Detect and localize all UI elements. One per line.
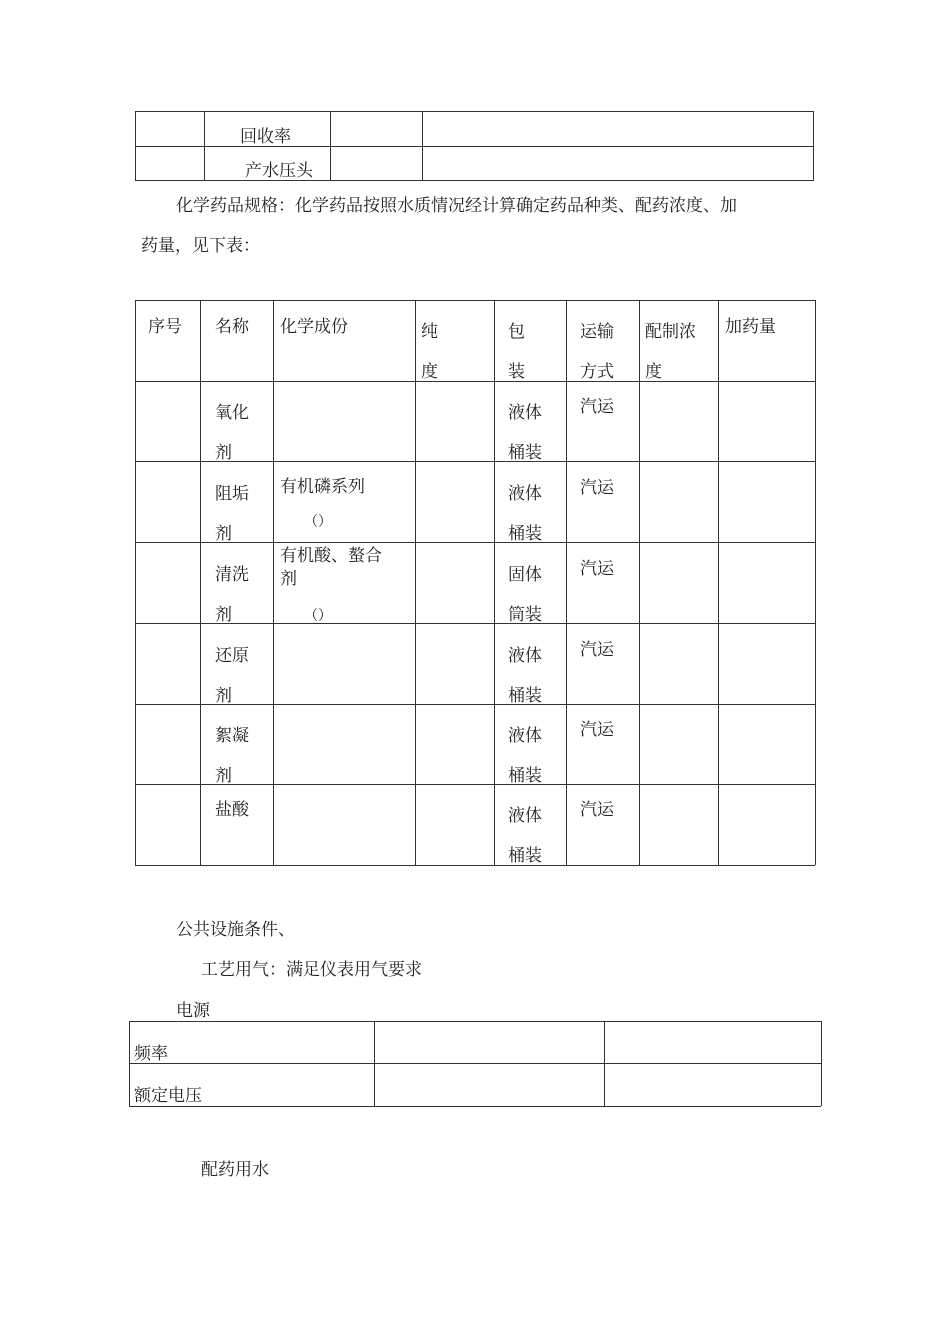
table-1-border-bottom (135, 180, 814, 181)
packaging: 液体 (508, 806, 542, 826)
transport: 汽运 (580, 800, 614, 820)
chemical-name: 剂 (215, 605, 232, 625)
power-table-row-label: 额定电压 (134, 1086, 202, 1106)
table-1-border-top (135, 111, 814, 112)
header-chem: 化学成份 (280, 317, 348, 337)
chemical-table-row-line (135, 865, 815, 866)
power-table-row-line (129, 1021, 821, 1022)
chemical-table-row-line (135, 300, 815, 301)
chemical-name: 剂 (215, 686, 232, 706)
chemical-name: 剂 (215, 766, 232, 786)
header-transport: 方式 (580, 362, 614, 382)
chemical-table-col-line (415, 300, 416, 865)
chemical-table-col-line (273, 300, 274, 865)
header-dose: 加药量 (725, 317, 776, 337)
chemical-table-col-line (718, 300, 719, 865)
chemical-name: 絮凝 (215, 726, 249, 746)
transport: 汽运 (580, 478, 614, 498)
table-1-border-mid (135, 146, 814, 147)
chemical-table-row-line (135, 784, 815, 785)
chemical-name: 盐酸 (215, 800, 249, 820)
chemical-table-col-line (566, 300, 567, 865)
table-1-col-line (422, 111, 423, 180)
chemical-name: 还原 (215, 646, 249, 666)
table-1-col-line (330, 111, 331, 180)
packaging: 液体 (508, 484, 542, 504)
header-concentration: 度 (645, 362, 662, 382)
power-table-col-line (129, 1021, 130, 1106)
header-pack: 包 (508, 322, 525, 342)
table-1-col-line (813, 111, 814, 180)
header-purity: 纯 (421, 322, 438, 342)
chemical-table-row-line (135, 381, 815, 382)
chemical-composition: 剂 (280, 569, 297, 589)
spec-paragraph-line-1: 化学药品规格：化学药品按照水质情况经计算确定药品种类、配药浓度、加 (176, 196, 737, 216)
power-table-row-line (129, 1063, 821, 1064)
table-1-col-line (204, 111, 205, 180)
packaging: 液体 (508, 646, 542, 666)
transport: 汽运 (580, 397, 614, 417)
chemical-name: 剂 (215, 443, 232, 463)
chemical-table-col-line (135, 300, 136, 865)
packaging: 桶装 (508, 766, 542, 786)
chemical-composition: 有机磷系列 (280, 477, 365, 497)
header-transport: 运输 (580, 322, 614, 342)
packaging: 桶装 (508, 443, 542, 463)
transport: 汽运 (580, 640, 614, 660)
chemical-table-row-line (135, 542, 815, 543)
power-table-col-line (604, 1021, 605, 1106)
packaging: 桶装 (508, 686, 542, 706)
transport: 汽运 (580, 720, 614, 740)
spec-paragraph-line-2: 药量，见下表： (141, 236, 260, 256)
chemical-composition: 有机酸、螯合 (280, 546, 382, 566)
packaging: 液体 (508, 403, 542, 423)
header-name: 名称 (215, 317, 249, 337)
header-pack: 装 (508, 362, 525, 382)
packaging: 筒装 (508, 605, 542, 625)
transport: 汽运 (580, 559, 614, 579)
table-1-row-label: 产水压头 (245, 161, 313, 181)
utilities-heading: 公共设施条件、 (176, 920, 295, 940)
packaging: 桶装 (508, 846, 542, 866)
chemical-table-row-line (135, 623, 815, 624)
chemical-table-col-line (815, 300, 816, 865)
dosing-water-heading: 配药用水 (201, 1160, 269, 1180)
chemical-table-col-line (639, 300, 640, 865)
header-seq: 序号 (148, 317, 182, 337)
header-concentration: 配制浓 (645, 322, 696, 342)
chemical-composition-note: （） (304, 514, 332, 530)
packaging: 固体 (508, 565, 542, 585)
chemical-name: 清洗 (215, 565, 249, 585)
packaging: 桶装 (508, 524, 542, 544)
power-table-row-label: 频率 (134, 1044, 168, 1064)
power-table-row-line (129, 1106, 821, 1107)
chemical-name: 氧化 (215, 403, 249, 423)
chemical-table-row-line (135, 704, 815, 705)
table-1-row-label: 回收率 (240, 127, 291, 147)
chemical-name: 阻垢 (215, 484, 249, 504)
header-purity: 度 (421, 362, 438, 382)
chemical-table-row-line (135, 461, 815, 462)
table-1-col-line (135, 111, 136, 180)
packaging: 液体 (508, 726, 542, 746)
power-table-col-line (821, 1021, 822, 1106)
chemical-table-col-line (494, 300, 495, 865)
chemical-composition-note: （） (304, 608, 332, 624)
power-table-col-line (374, 1021, 375, 1106)
chemical-name: 剂 (215, 524, 232, 544)
chemical-table-col-line (200, 300, 201, 865)
process-air-line: 工艺用气：满足仪表用气要求 (201, 960, 422, 980)
power-heading: 电源 (176, 1001, 210, 1021)
